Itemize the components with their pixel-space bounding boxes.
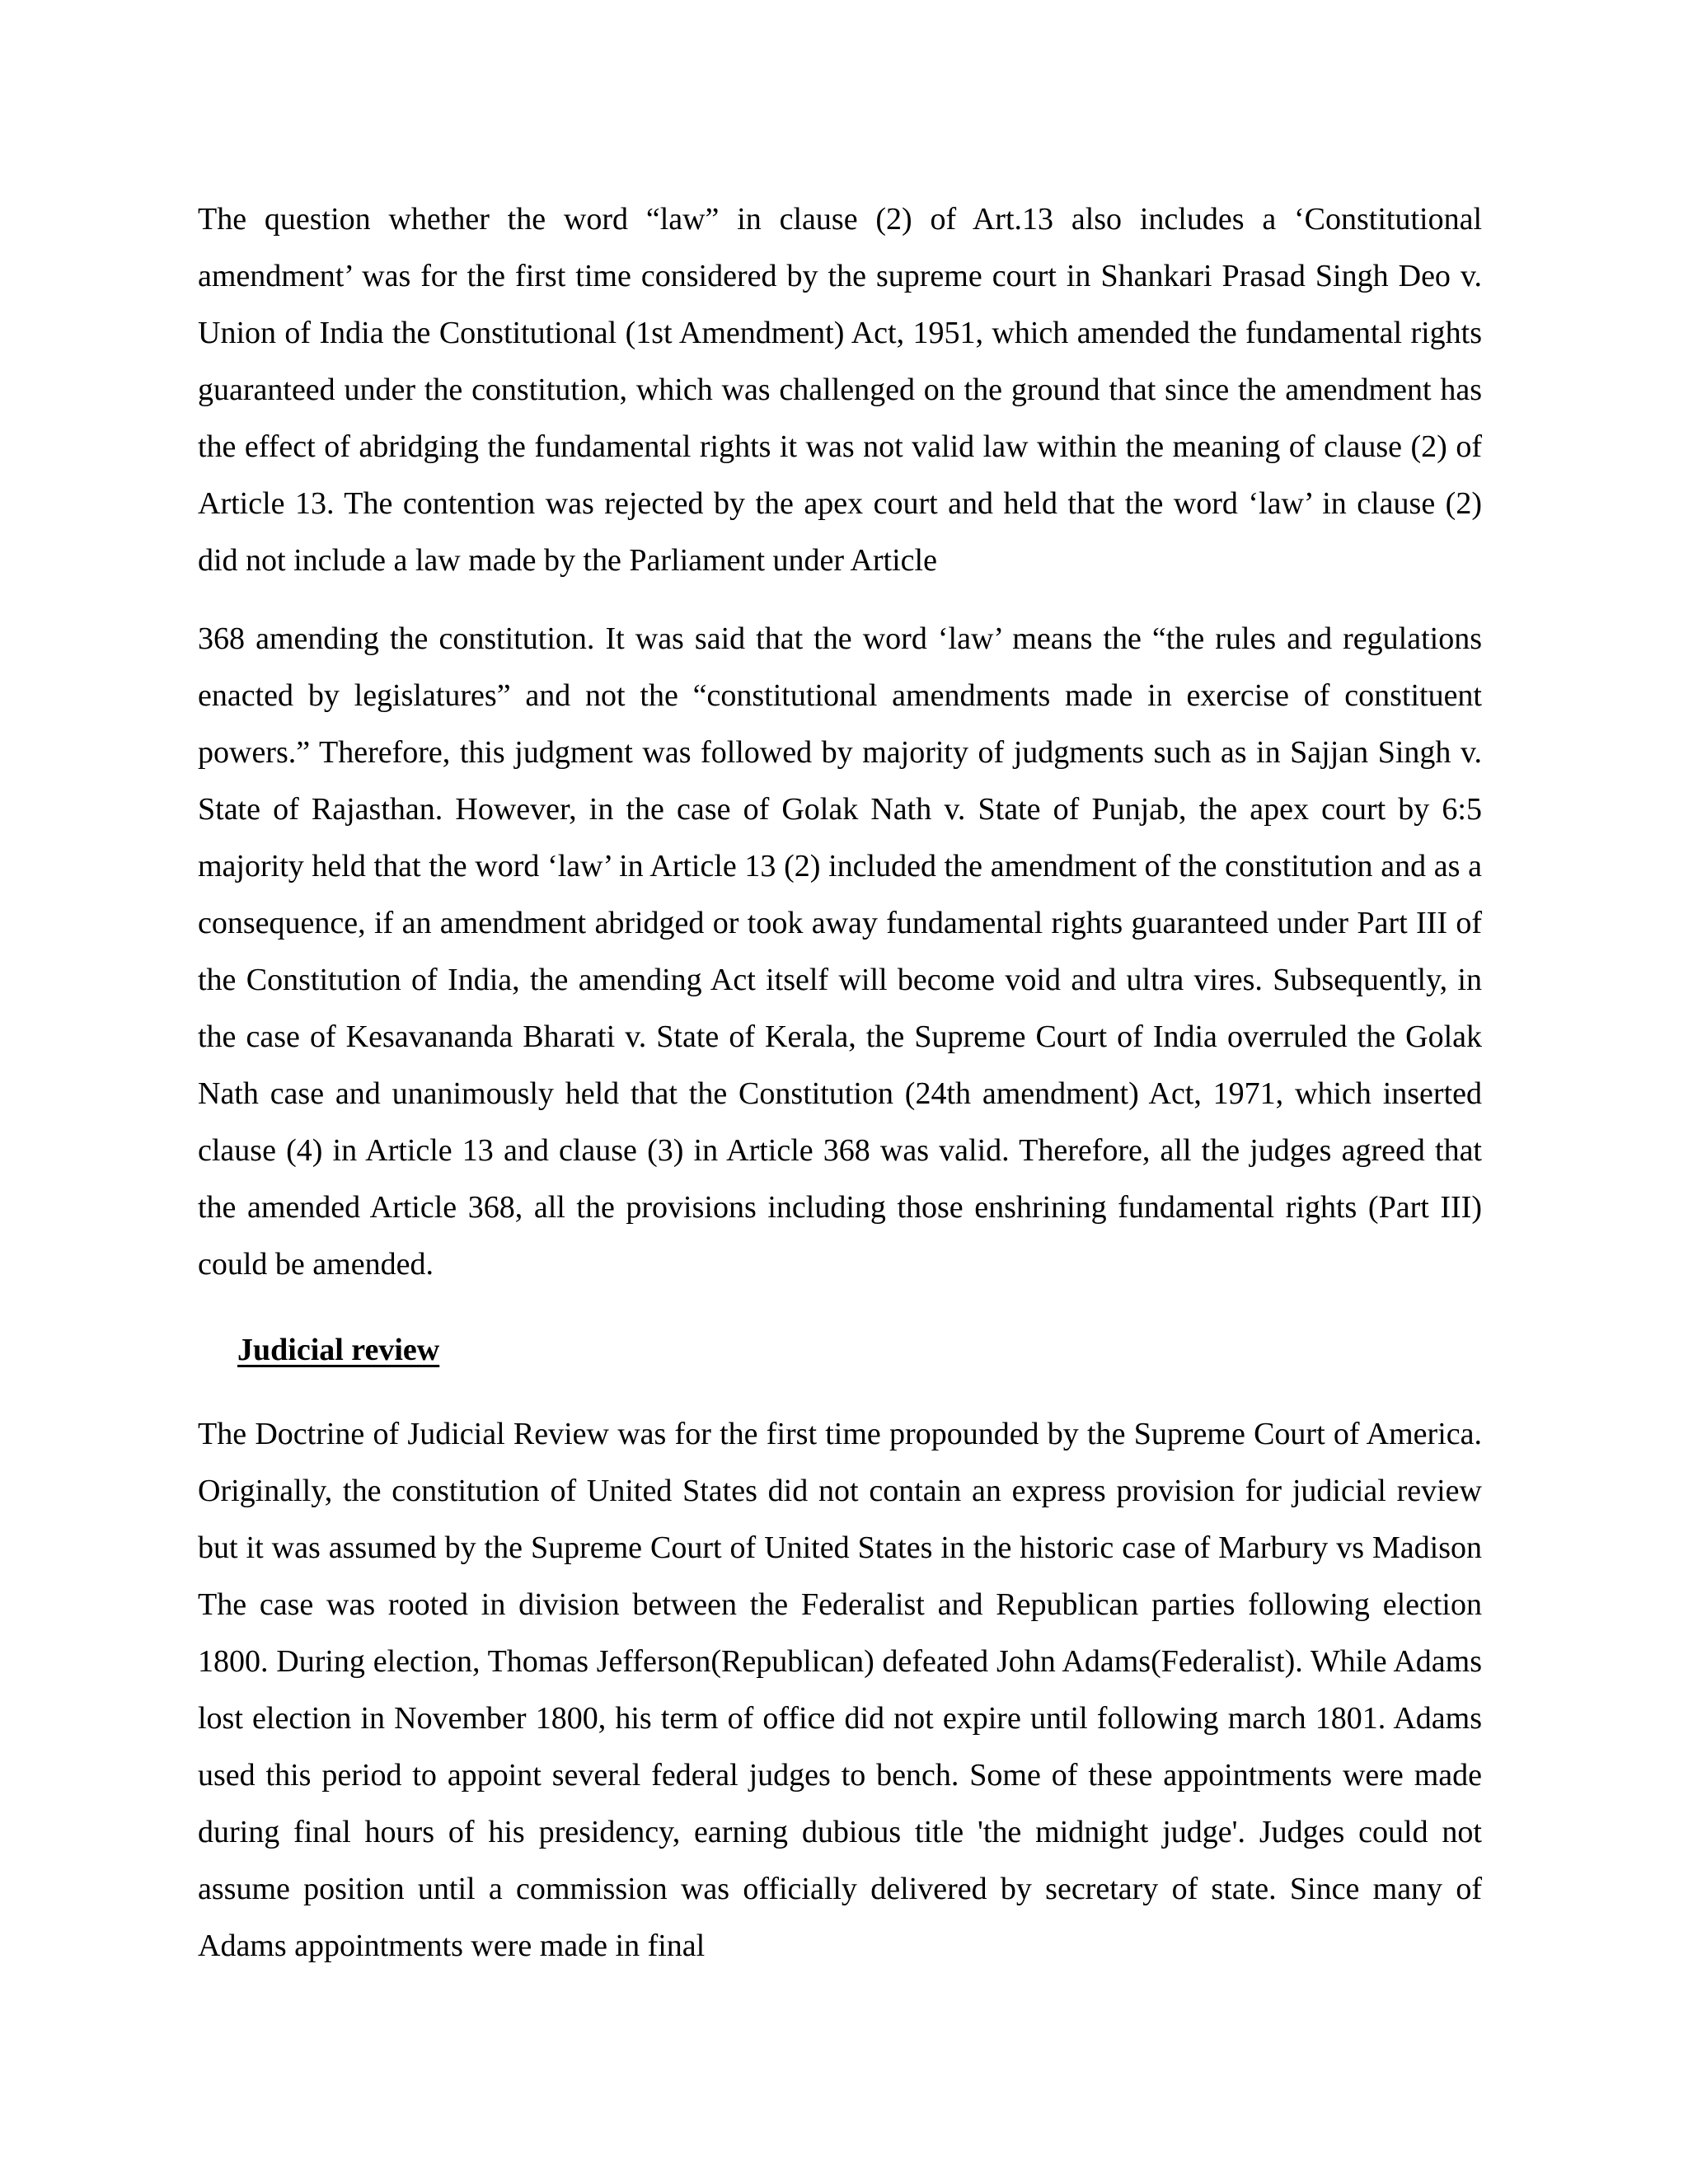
paragraph-shankari-prasad: The question whether the word “law” in clause (2) of Art.13 also includes a ‘Constitutional amendment’ was for the first time considered by the supreme court in Shankari Prasad Singh Deo v. Union of India the Constitutional (1st Amendment) Act, 1951, which amended the fundamental rights guaranteed under the constitution, which was challenged on the ground that since the amendment has the effect of abridging the fundamental rights it was not valid law within the meaning of clause (2) of Article 13. The contention was rejected by the apex court and held that the word ‘law’ in clause (2) did not include a law made by the Parliament under Article bbox=[198, 202, 1482, 578]
section-heading-judicial-review: Judicial review bbox=[237, 1333, 440, 1367]
paragraph-amendment-cases: 368 amending the constitution. It was said that the word ‘law’ means the “the rules and regulations enacted by legislatures” and not the “constitutional amendments made in exercise of constituent powers.” Therefore, this judgment was followed by majority of judgments such as in Sajjan Singh v. State of Rajasthan. However, in the case of Golak Nath v. State of Punjab, the apex court by 6:5 majority held that the word ‘law’ in Article 13 (2) included the amendment of the constitution and as a consequence, if an amendment abridged or took away fundamental rights guaranteed under Part III of the Constitution of India, the amending Act itself will become void and ultra vires. Subsequently, in the case of Kesavananda Bharati v. State of Kerala, the Supreme Court of India overruled the Golak Nath case and unanimously held that the Constitution (24th amendment) Act, 1971, which inserted clause (4) in Article 13 and clause (3) in Article 368 was valid. Therefore, all the judges agreed that the amended Article 368, all the provisions including those enshrining fundamental rights (Part III) could be amended. bbox=[198, 621, 1482, 1282]
paragraph-judicial-review: The Doctrine of Judicial Review was for the first time propounded by the Supreme Court of America. Originally, the constitution of United States did not contain an express provision for judicial review but it was assumed by the Supreme Court of United States in the historic case of Marbury vs Madison The case was rooted in division between the Federalist and Republican parties following election 1800. During election, Thomas Jefferson(Republican) defeated John Adams(Federalist). While Adams lost election in November 1800, his term of office did not expire until following march 1801. Adams used this period to appoint several federal judges to bench. Some of these appointments were made during final hours of his presidency, earning dubious title 'the midnight judge'. Judges could not assume position until a commission was officially delivered by secretary of state. Since many of Adams appointments were made in final bbox=[198, 1417, 1482, 1963]
